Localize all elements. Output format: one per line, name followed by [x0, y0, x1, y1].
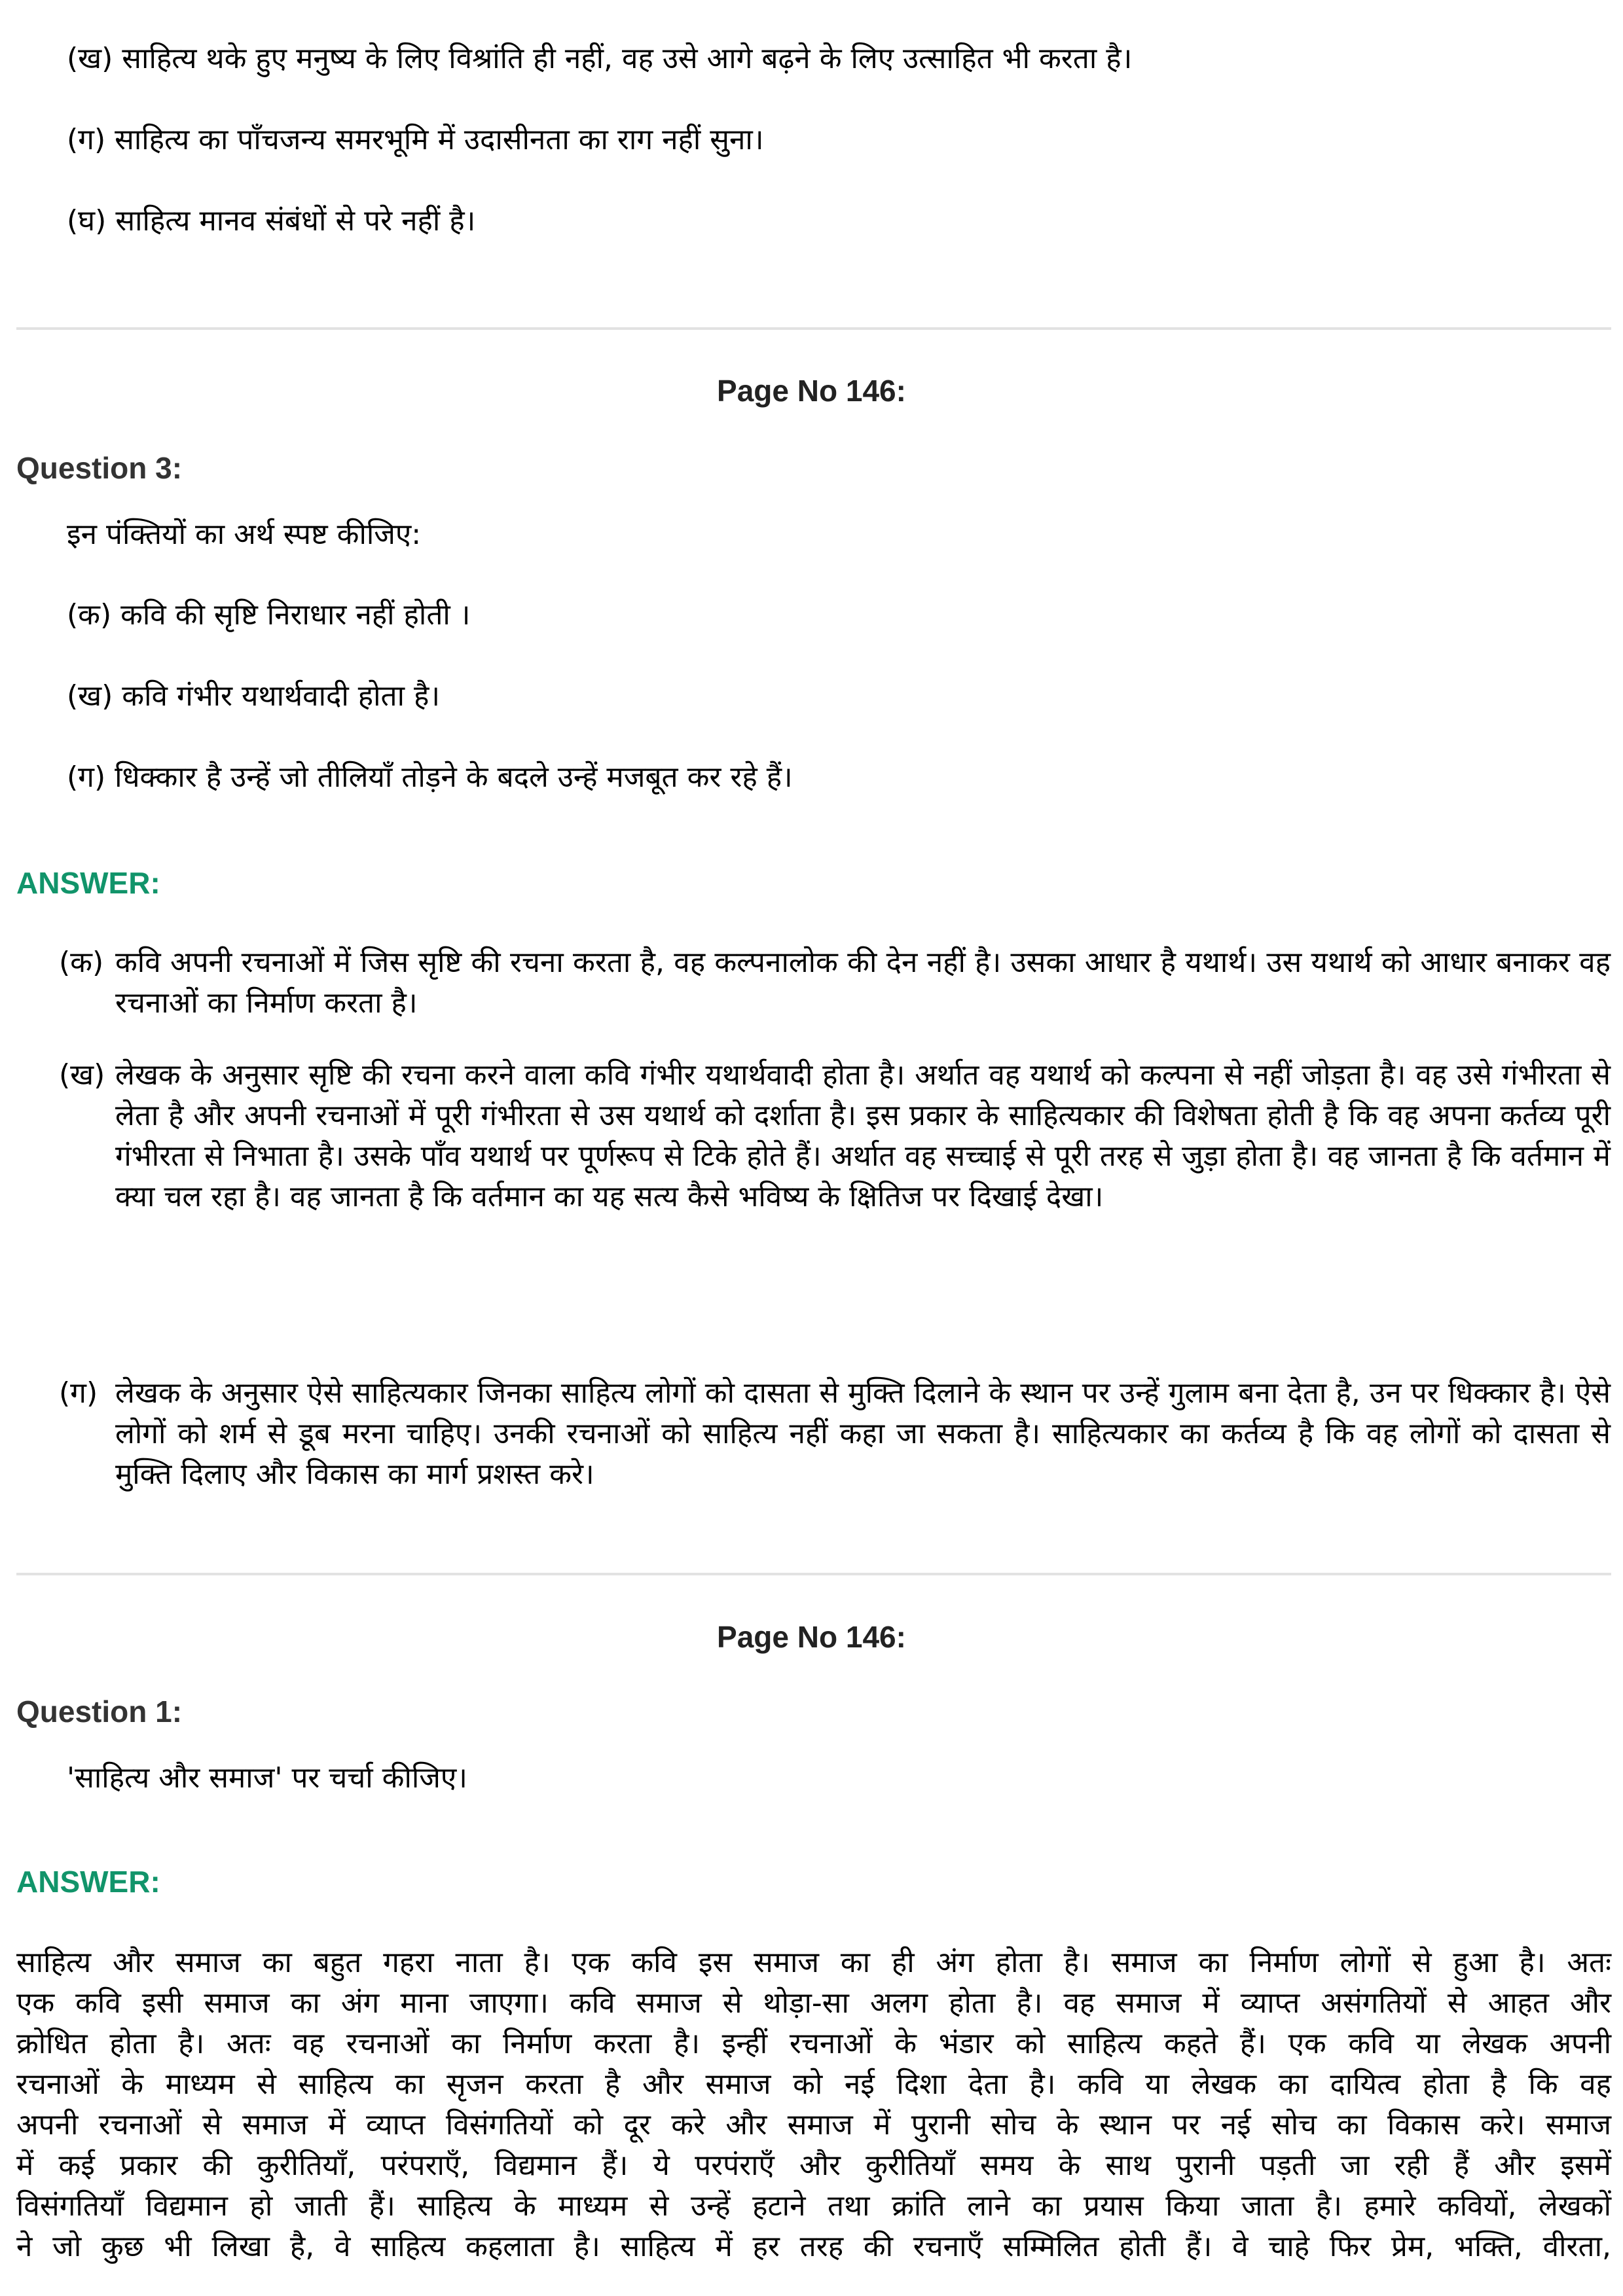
- page-number-heading: Page No 146:: [717, 1620, 906, 1654]
- section-divider: [16, 1573, 1611, 1575]
- option-gha: (घ) साहित्य मानव संबंधों से परे नहीं है।: [67, 204, 476, 238]
- answer-line: अपनी रचनाओं से समाज में व्याप्त विसंगतियों को दूर करे और समाज में पुरानी सोच के स्थान पर नई सोच का विकास करे। समाज: [16, 2108, 1611, 2142]
- answer-line: क्रोधित होता है। अतः वह रचनाओं का निर्माण करता है। इन्हीं रचनाओं के भंडार को साहित्य कहते हैं। एक कवि या लेखक अपनी: [16, 2027, 1611, 2060]
- answer-line: में कई प्रकार की कुरीतियाँ, परंपराएँ, विद्यमान हैं। ये परपंराएँ और कुरीतियाँ समय के साथ पुरानी पड़ती जा रही हैं और इसमें: [16, 2149, 1611, 2182]
- answer-heading: ANSWER:: [16, 866, 160, 900]
- answer-heading: ANSWER:: [16, 1865, 160, 1899]
- answer-label: (ग): [59, 1376, 98, 1410]
- answer-item-ka: [59, 942, 1611, 1024]
- answer-label: (ख): [59, 1058, 105, 1092]
- answer-item-ga: [59, 1373, 1611, 1495]
- page-number-heading: Page No 146:: [717, 374, 906, 408]
- answer-text: लेखक के अनुसार सृष्टि की रचना करने वाला कवि गंभीर यथार्थवादी होता है। अर्थात वह यथार्थ को कल्पना से नहीं जोड़ता है। वह उसे गंभीरता से लेता है और अपनी रचनाओं में पूरी गंभीरता से उस यथार्थ को दर्शाता है। इस प्रकार के साहित्यकार की विशेषता होती है कि वह अपना कर्तव्य पूरी गंभीरता से निभाता है। उसके पाँव यथार्थ पर पूर्णरूप से टिके होते हैं। अर्थात वह सच्चाई से पूरी तरह से जुड़ा होता है। वह जानता है कि वर्तमान में क्या चल रहा है। वह जानता है कि वर्तमान का यह सत्य कैसे भविष्य के क्षितिज पर दिखाई देखा।: [115, 1058, 1611, 1213]
- question-heading: Question 3:: [16, 451, 183, 485]
- question-prompt: इन पंक्तियों का अर्थ स्पष्ट कीजिए:: [67, 518, 422, 551]
- answer-line: विसंगतियाँ विद्यमान हो जाती हैं। साहित्य के माध्यम से उन्हें हटाने तथा क्रांति लाने का प्रयास किया जाता है। हमारे कवियों, लेखकों: [16, 2189, 1611, 2223]
- answer-text: लेखक के अनुसार ऐसे साहित्यकार जिनका साहित्य लोगों को दासता से मुक्ति दिलाने के स्थान पर उन्हें गुलाम बना देता है, उन पर धिक्कार है। ऐसे लोगों को शर्म से डूब मरना चाहिए। उनकी रचनाओं को साहित्य नहीं कहा जा सकता है। साहित्यकार का कर्तव्य है कि वह लोगों को दासता से मुक्ति दिलाए और विकास का मार्ग प्रशस्त करे।: [115, 1376, 1611, 1491]
- answer-line: साहित्य और समाज का बहुत गहरा नाता है। एक कवि इस समाज का ही अंग होता है। समाज का निर्माण लोगों से हुआ है। अतः: [16, 1946, 1611, 1979]
- answer-label: (क): [59, 946, 104, 979]
- question-heading: Question 1:: [16, 1695, 183, 1729]
- answer-item-kha: [59, 1055, 1611, 1217]
- section-divider: [16, 327, 1611, 330]
- question-prompt: 'साहित्य और समाज' पर चर्चा कीजिए।: [67, 1761, 467, 1795]
- option-kha: (ख) साहित्य थके हुए मनुष्य के लिए विश्रांति ही नहीं, वह उसे आगे बढ़ने के लिए उत्साहित भी करता है।: [67, 42, 1133, 75]
- answer-line: ने जो कुछ भी लिखा है, वे साहित्य कहलाता है। साहित्य में हर तरह की रचनाएँ सम्मिलित होती हैं। वे चाहे फिर प्रेम, भक्ति, वीरता,: [16, 2230, 1611, 2263]
- answer-line: रचनाओं के माध्यम से साहित्य का सृजन करता है और समाज को नई दिशा देता है। कवि या लेखक का दायित्व होता है कि वह: [16, 2068, 1611, 2101]
- question-option-kha: (ख) कवि गंभीर यथार्थवादी होता है।: [67, 679, 441, 713]
- question-option-ga: (ग) धिक्कार है उन्हें जो तीलियाँ तोड़ने के बदले उन्हें मजबूत कर रहे हैं।: [67, 761, 793, 794]
- answer-line: एक कवि इसी समाज का अंग माना जाएगा। कवि समाज से थोड़ा-सा अलग होता है। वह समाज में व्याप्त असंगतियों से आहत और: [16, 1986, 1611, 2020]
- answer-text: कवि अपनी रचनाओं में जिस सृष्टि की रचना करता है, वह कल्पनालोक की देन नहीं है। उसका आधार है यथार्थ। उस यथार्थ को आधार बनाकर वह रचनाओं का निर्माण करता है।: [115, 946, 1611, 1020]
- question-option-ka: (क) कवि की सृष्टि निराधार नहीं होती ।: [67, 598, 471, 632]
- option-ga: (ग) साहित्य का पाँचजन्य समरभूमि में उदासीनता का राग नहीं सुना।: [67, 123, 764, 156]
- answer-paragraph: [16, 1943, 1611, 2267]
